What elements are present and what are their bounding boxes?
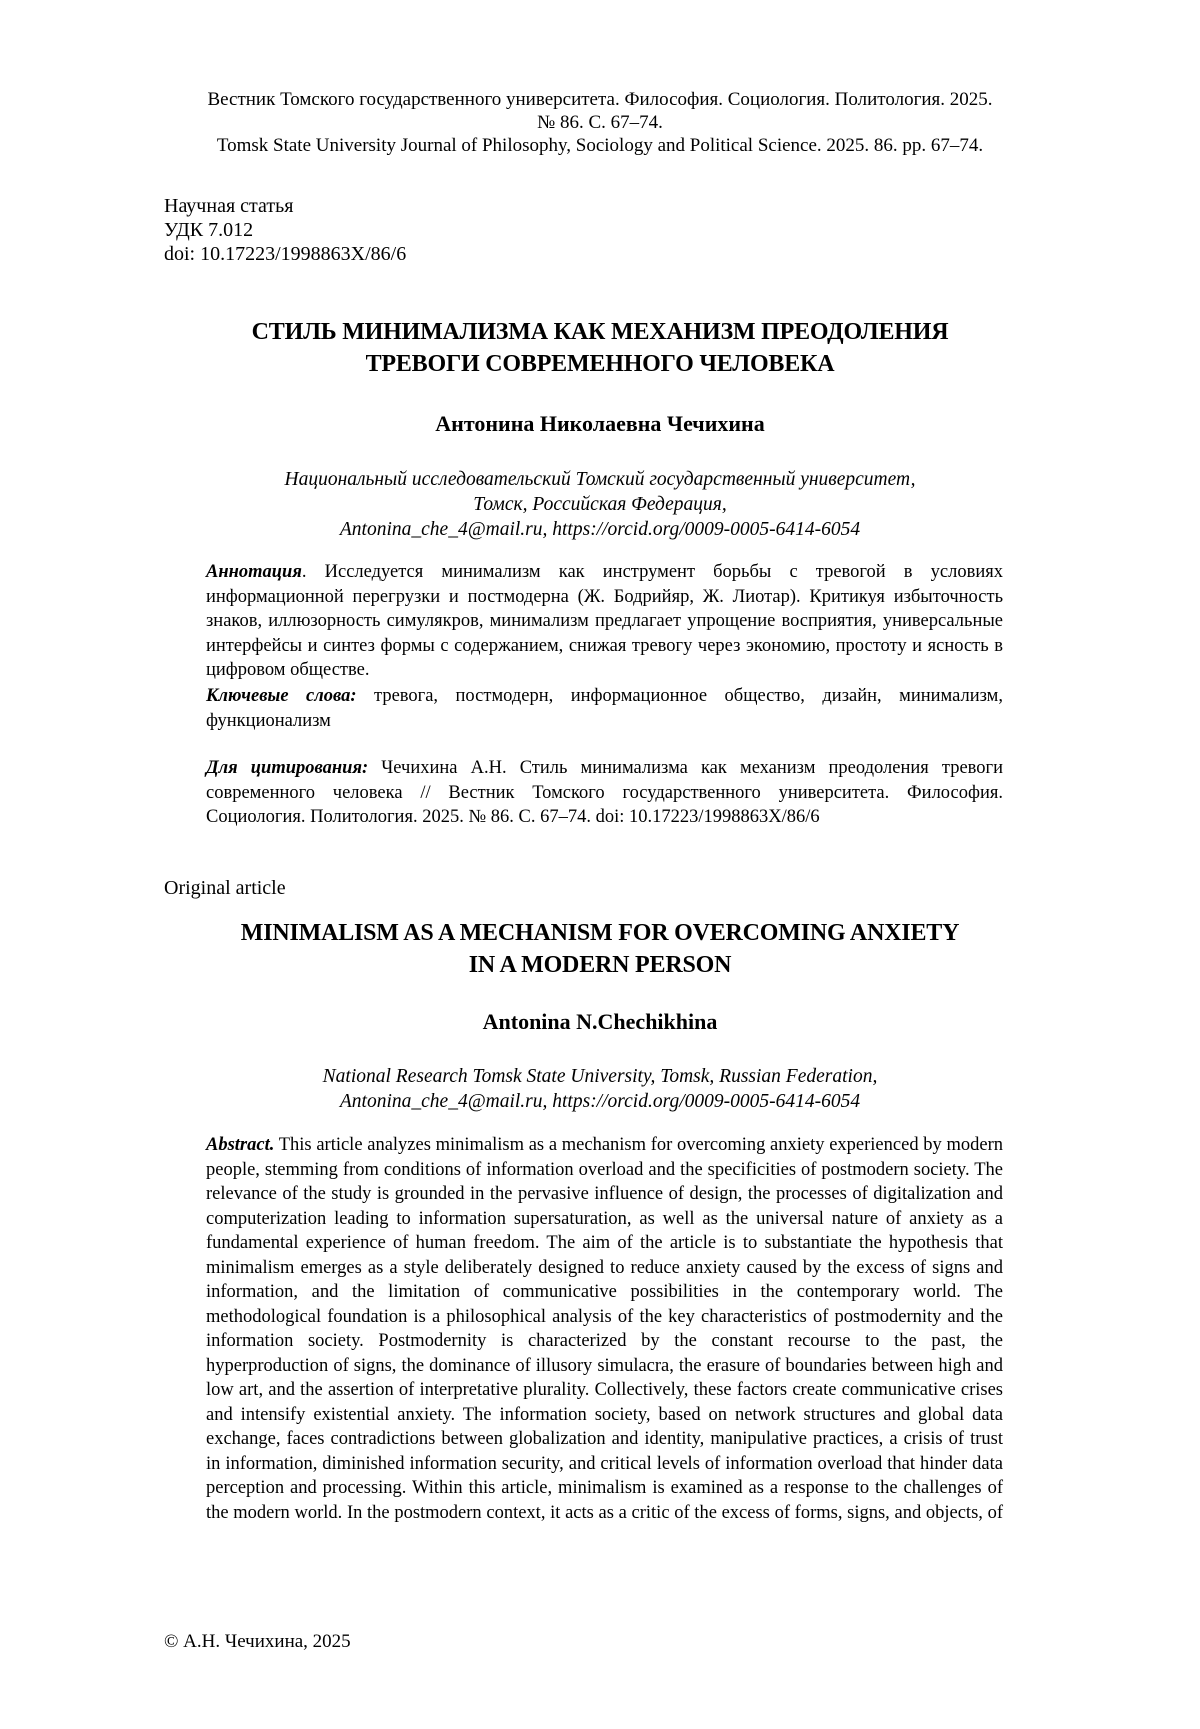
title-en-line1: MINIMALISM AS A MECHANISM FOR OVERCOMING ANXIETY [240,920,960,946]
article-type-en [164,876,564,900]
title-ru-line2: ТРЕВОГИ СОВРЕМЕННОГО ЧЕЛОВЕКА [365,351,835,377]
author-en-name: Antonina N.Chechikhina [482,1009,718,1034]
affiliation-en-line2: Antonina_che_4@mail.ru, https://orcid.org/0009-0005-6414-6054 [339,1091,861,1112]
annotation-ru-text: . Исследуется минимализм как инструмент борьбы с тревогой в условиях информационной перегрузки и постмодерна (Ж. Бодрийяр, Ж. Лиотар). Критикуя избыточность знаков, иллюзорность симулякров, минимализм предлагает упрощение восприятия, универсальные интерфейсы и синтез формы с содержанием, снижая тревогу через экономию, простоту и ясность в цифровом обществе. [206,562,1003,680]
abstract-en-text: This article analyzes minimalism as a mechanism for overcoming anxiety experienced by modern people, stemming from conditions of information overload and the specificities of postmodern society. The relevance of the study is grounded in the pervasive influence of design, the processes of digitalization and computerization leading to information supersaturation, as well as the universal nature of anxiety as a fundamental experience of human freedom. The aim of the article is to substantiate the hypothesis that minimalism emerges as a style deliberately designed to reduce anxiety caused by the excess of signs and information, and the limitation of communicative possibilities in the contemporary world. The methodological foundation is a philosophical analysis of the key characteristics of postmodernity and the information society. Postmodernity is characterized by the constant recourse to the past, the hyperproduction of signs, the dominance of illusory simulacra, the erasure of boundaries between high and low art, and the assertion of interpretative plurality. Collectively, these factors create communicative crises and intensify existential anxiety. The information society, based on network structures and global data exchange, faces contradictions between globalization and identity, manipulative practices, a crisis of trust in information, diminished information security, and critical levels of information overload that hinder data perception and processing. Within this article, minimalism is examined as a response to the challenges of the modern world. In the postmodern context, it acts as a critic of the excess of forms, signs, and objects, of [206,1135,1003,1523]
affiliation-en [130,1064,1070,1114]
copyright-footer [164,1630,664,1654]
title-en [130,917,1070,981]
affiliation-ru-line1: Национальный исследовательский Томский государственный университет, [284,469,916,490]
affiliation-en-line1: National Research Tomsk State University, Tomsk, Russian Federation, [322,1066,878,1087]
journal-header-ru-line2: № 86. С. 67–74. [537,112,663,133]
keywords-ru [206,684,1003,733]
keywords-ru-text: тревога, постмодерн, информационное общество, дизайн, минимализм, функционализм [206,686,1003,731]
article-type-en-text: Original article [164,877,286,899]
doi: doi: 10.17223/1998863X/86/6 [164,243,407,265]
keywords-ru-label: Ключевые слова: [206,686,357,706]
journal-header-ru-line1: Вестник Томского государственного университета. Философия. Социология. Политология. 2025. [207,89,993,110]
annotation-ru-label: Аннотация [206,562,302,582]
annotation-ru [206,560,1003,683]
citation-ru [206,756,1003,830]
abstract-en [206,1133,1003,1525]
author-ru-name: Антонина Николаевна Чечихина [435,411,765,436]
title-en-line2: IN A MODERN PERSON [468,952,732,978]
author-ru [130,410,1070,438]
citation-ru-text: Чечихина А.Н. Стиль минимализма как механизм преодоления тревоги современного человека // Вестник Томского государственного университета. Философия. Социология. Политология. 2025. № 86. С. 67–74. doi: 10.17223/1998863X/86/6 [206,758,1004,827]
title-ru-line1: СТИЛЬ МИНИМАЛИЗМА КАК МЕХАНИЗМ ПРЕОДОЛЕНИЯ [251,319,949,345]
journal-header-en-line: Tomsk State University Journal of Philosophy, Sociology and Political Science. 2025. 86. pp. 67–74. [216,135,984,156]
udk-code: УДК 7.012 [164,219,254,241]
citation-ru-label: Для цитирования: [206,758,369,778]
copyright-text: © А.Н. Чечихина, 2025 [164,1631,351,1652]
affiliation-ru-line3: Antonina_che_4@mail.ru, https://orcid.org/0009-0005-6414-6054 [339,519,861,540]
abstract-en-label: Abstract. [206,1135,275,1155]
affiliation-ru [130,467,1070,542]
article-meta [164,194,764,266]
affiliation-ru-line2: Томск, Российская Федерация, [473,494,727,515]
article-type-ru: Научная статья [164,195,294,217]
author-en [130,1008,1070,1036]
title-ru [130,316,1070,380]
journal-header [130,88,1070,157]
